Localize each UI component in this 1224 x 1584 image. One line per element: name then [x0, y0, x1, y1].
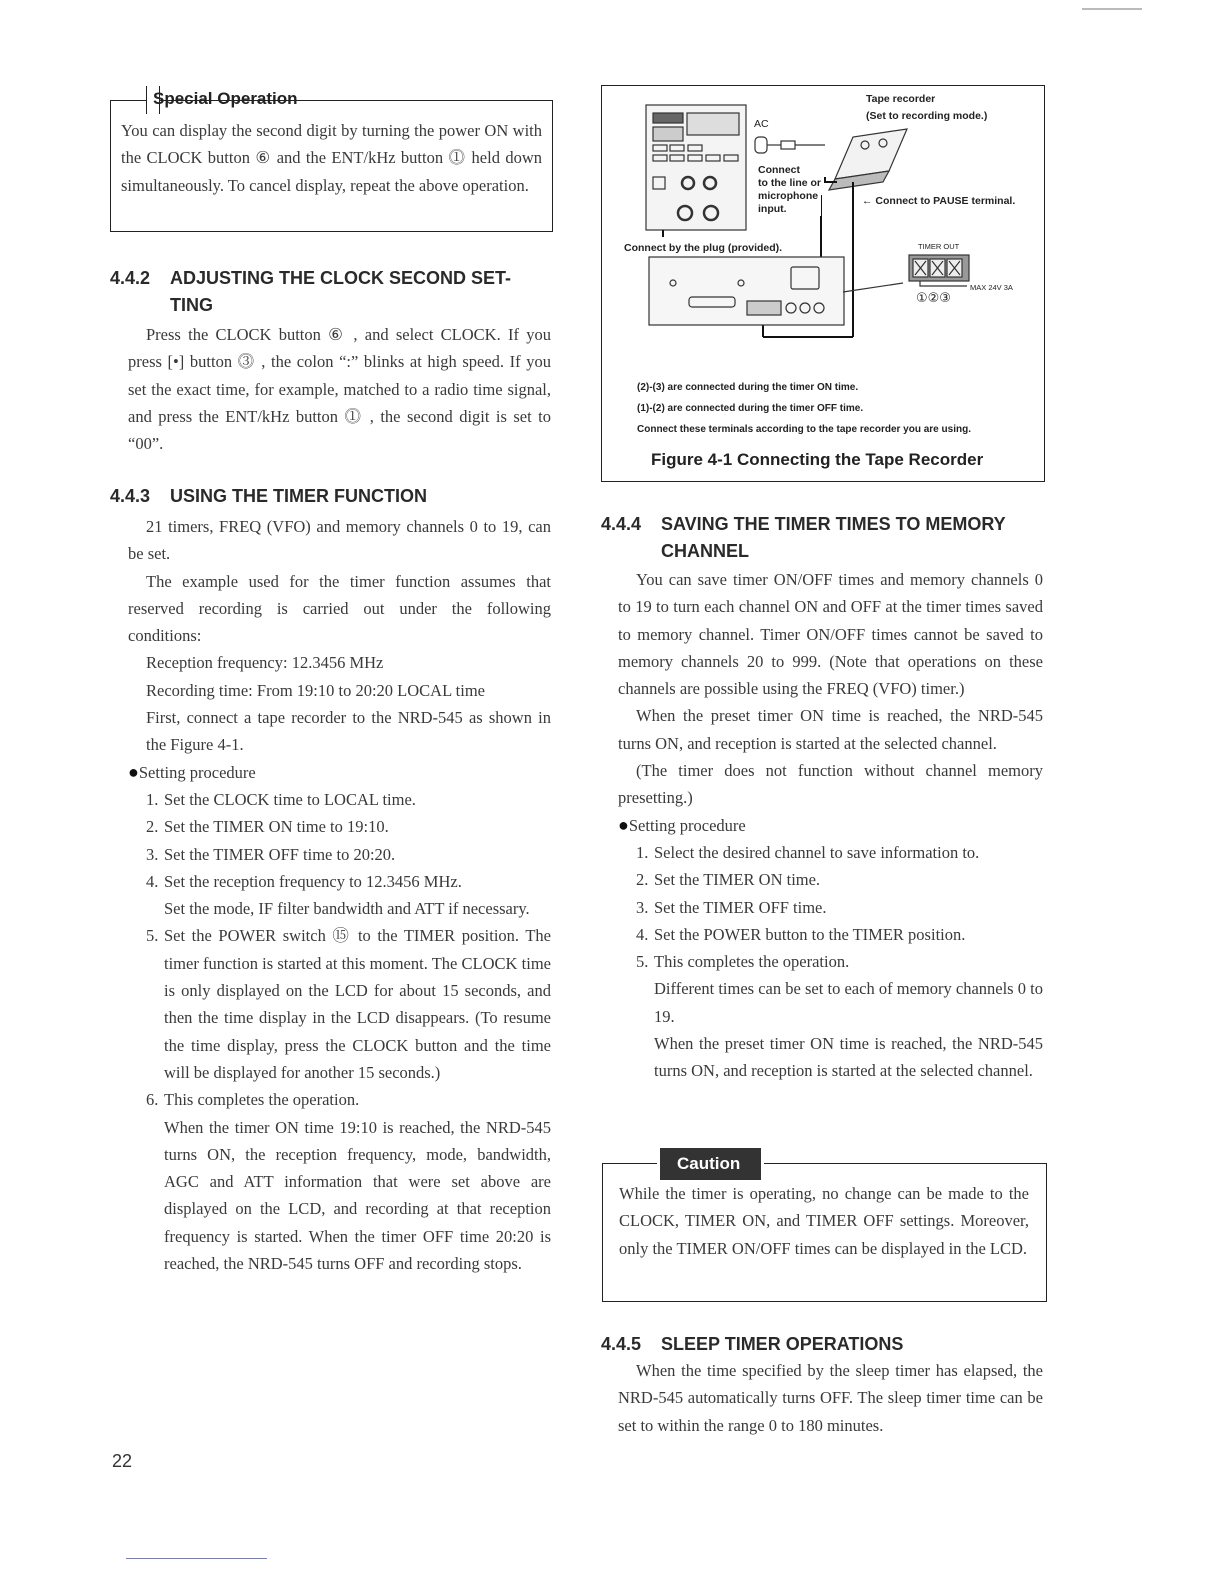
step-number: 4. [146, 871, 159, 891]
caution-title: Caution [677, 1154, 741, 1173]
procedure-step [636, 1030, 1043, 1085]
procedure-step [146, 868, 551, 895]
section-4-4-3-heading [110, 483, 555, 510]
terminal-numbers: ①②③ [916, 290, 951, 305]
step-text: Set the POWER switch ⑮ to the TIMER position. The timer function is started at this moment. The CLOCK time is only displayed on the LCD for about 15 seconds, and then the time display in the LCD disappears. (To resume the time display, press the CLOCK button and the time will be displayed for another 15 seconds.) [164, 926, 551, 1082]
procedure-title: ●Setting procedure [128, 761, 256, 782]
figure-note: (1)-(2) are connected during the timer OFF time. [637, 403, 864, 414]
condition: Reception frequency: 12.3456 MHz [146, 653, 384, 673]
procedure-step [146, 786, 551, 813]
ac-label: AC [754, 118, 769, 130]
step-text: When the preset timer ON time is reached, the NRD-545 turns ON, and reception is started at the selected channel. [654, 1034, 1043, 1081]
step-text: This completes the operation. [654, 952, 850, 972]
step-number: 5. [146, 926, 159, 946]
section-number: 4.4.5 [601, 1334, 642, 1354]
header-rule [1082, 8, 1142, 10]
procedure-steps [128, 786, 551, 1277]
bullet-icon: ● [128, 761, 139, 782]
step-text: Set the TIMER OFF time. [654, 897, 827, 917]
pause-terminal-label: ← Connect to PAUSE terminal. [862, 195, 1016, 207]
step-number: 1. [146, 789, 159, 809]
section-4-4-2-heading [110, 265, 555, 319]
special-operation-title: Special Operation [153, 89, 298, 108]
footer-rule [126, 1558, 267, 1559]
step-number: 5. [636, 952, 649, 972]
procedure-title: ●Setting procedure [618, 814, 746, 835]
procedure-step [146, 1114, 551, 1278]
step-number: 2. [146, 817, 159, 837]
step-text: Select the desired channel to save information to. [654, 842, 980, 862]
bullet-icon: ● [618, 814, 629, 835]
connection-diagram [603, 87, 1043, 377]
step-text: Set the TIMER ON time. [654, 870, 821, 890]
procedure-steps [618, 839, 1043, 1085]
step-number: 6. [146, 1090, 159, 1110]
section-number: 4.4.3 [110, 486, 151, 506]
ac-plug [755, 137, 825, 153]
procedure-step [146, 841, 551, 868]
step-text: Set the CLOCK time to LOCAL time. [164, 789, 416, 809]
step-text: Set the TIMER OFF time to 20:20. [164, 844, 396, 864]
figure-note: (2)-(3) are connected during the timer ON time. [637, 382, 859, 393]
timer-out-label: TIMER OUT [918, 242, 960, 251]
paragraph: The example used for the timer function assumes that reserved recording is carried out under the following conditions: [128, 571, 551, 646]
paragraph: When the preset timer ON time is reached, the NRD-545 turns ON, and reception is started at the selected channel. [618, 706, 1043, 753]
step-number: 3. [636, 897, 649, 917]
condition: Recording time: From 19:10 to 20:20 LOCAL time [146, 680, 485, 700]
section-title: SLEEP TIMER OPERATIONS [661, 1334, 904, 1354]
section-4-4-3-body [128, 513, 551, 1277]
max-rating-label: MAX 24V 3A [970, 283, 1013, 292]
connect-input-label: Connect to the line or microphone input. [758, 164, 821, 215]
figure-caption: Figure 4-1 Connecting the Tape Recorder [651, 450, 984, 469]
section-title-cont: CHANNEL [661, 541, 749, 561]
step-text: Set the TIMER ON time to 19:10. [164, 817, 389, 837]
step-text: Set the mode, IF filter bandwidth and ATT if necessary. [164, 899, 530, 919]
step-number: 3. [146, 844, 159, 864]
procedure-step [146, 1086, 551, 1113]
procedure-step [636, 948, 1043, 975]
caution-text: While the timer is operating, no change can be made to the CLOCK, TIMER ON, and TIMER OFF settings. Moreover, only the TIMER ON/OFF times can be displayed in the LCD. [619, 1184, 1029, 1258]
special-operation-text: You can display the second digit by turning the power ON with the CLOCK button ⑥ and the ENT/kHz button ⓵ held down simultaneously. To cancel display, repeat the above operation. [121, 121, 542, 195]
section-number: 4.4.2 [110, 268, 151, 288]
procedure-step [636, 866, 1043, 893]
paragraph: (The timer does not function without channel memory presetting.) [618, 761, 1043, 808]
section-4-4-4-heading [601, 511, 1051, 565]
section-4-4-5-text: When the time specified by the sleep timer has elapsed, the NRD-545 automatically turns OFF. The sleep timer time can be set to within the range 0 to 180 minutes. [618, 1361, 1043, 1435]
plug-label: Connect by the plug (provided). [624, 242, 783, 254]
paragraph: 21 timers, FREQ (VFO) and memory channels 0 to 19, can be set. [128, 517, 551, 564]
paragraph: You can save timer ON/OFF times and memory channels 0 to 19 to turn each channel ON and OFF at the timer times saved to memory channel. Timer ON/OFF times cannot be saved to memory channels 20 to 999. (Note that operations on these channels are possible using the FREQ (VFO) timer.) [618, 570, 1043, 699]
procedure-step [146, 895, 551, 922]
page-number: 22 [112, 1451, 133, 1471]
condition: First, connect a tape recorder to the NRD-545 as shown in the Figure 4-1. [146, 708, 551, 755]
section-title: ADJUSTING THE CLOCK SECOND SET- [170, 268, 512, 288]
procedure-step [636, 921, 1043, 948]
section-number: 4.4.4 [601, 514, 642, 534]
section-title-cont: TING [170, 295, 213, 315]
figure-note: Connect these terminals according to the tape recorder you are using. [637, 424, 971, 435]
step-text: Different times can be set to each of memory channels 0 to 19. [654, 979, 1043, 1026]
section-4-4-2-text: Press the CLOCK button ⑥ , and select CLOCK. If you press [•] button ⓷ , the colon “:” blinks at high speed. If you set the exact time, for example, matched to a radio time signal, and press the ENT/kHz button ⓵ , the second digit is set to “00”. [128, 325, 551, 454]
step-number: 1. [636, 842, 649, 862]
section-title: USING THE TIMER FUNCTION [170, 486, 427, 506]
tape-recorder [829, 129, 907, 190]
section-4-4-5-heading [601, 1331, 1051, 1358]
step-number: 4. [636, 924, 649, 944]
step-text: When the timer ON time 19:10 is reached, the NRD-545 turns ON, the reception frequency, mode, bandwidth, AGC and ATT information that were set above are displayed on the LCD, and recording at that reception frequency is started. When the timer OFF time 20:20 is reached, the NRD-545 turns OFF and recording stops. [164, 1117, 551, 1274]
receiver-rear-panel [649, 257, 903, 325]
step-text: Set the POWER button to the TIMER position. [654, 924, 966, 944]
procedure-step [146, 813, 551, 840]
tape-recorder-mode-label: (Set to recording mode.) [866, 110, 988, 122]
procedure-step [636, 894, 1043, 921]
section-title: SAVING THE TIMER TIMES TO MEMORY [661, 514, 1006, 534]
step-number: 2. [636, 870, 649, 890]
procedure-step [636, 975, 1043, 1030]
tape-recorder-label: Tape recorder [866, 93, 936, 105]
procedure-step [636, 839, 1043, 866]
procedure-step [146, 922, 551, 1086]
step-text: This completes the operation. [164, 1090, 360, 1110]
section-4-4-4-body [618, 566, 1043, 1085]
step-text: Set the reception frequency to 12.3456 MHz. [164, 871, 462, 891]
timer-out-terminal [909, 255, 969, 286]
receiver-front-panel [646, 105, 746, 230]
